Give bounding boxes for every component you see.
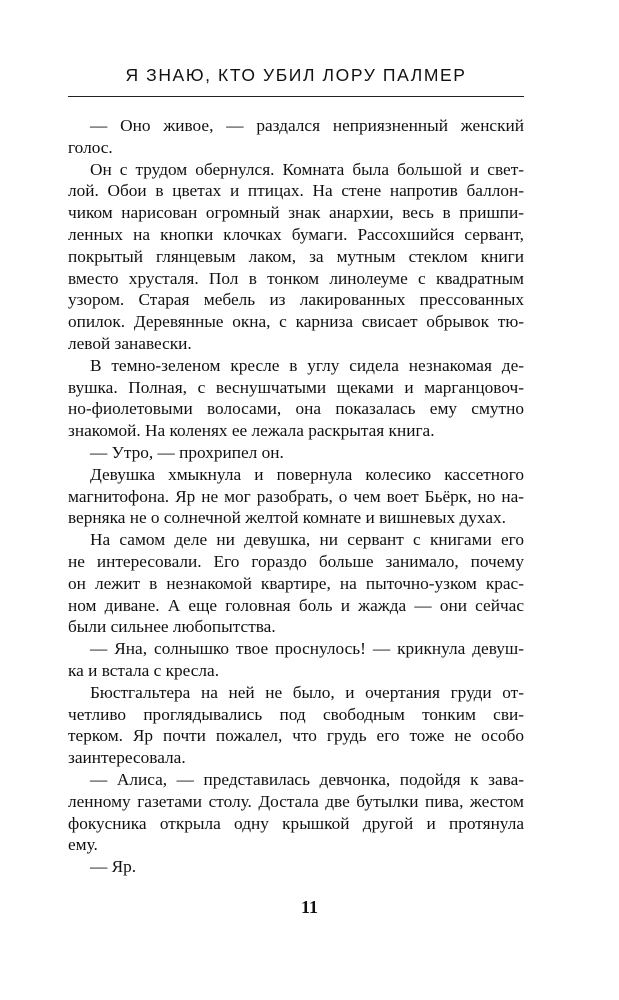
text-line: заинтересовала. [68, 748, 186, 768]
body-text [68, 115, 524, 878]
page-number: 11 [300, 897, 318, 917]
running-head: Я ЗНАЮ, КТО УБИЛ ЛОРУ ПАЛМЕР [125, 65, 467, 85]
text-line: покрытый глянцевым лаком, за мутным стеклом книги [68, 246, 524, 266]
text-line: узором. Старая мебель из лакированных прессованных [68, 290, 524, 310]
text-line: он лежит в незнакомой квартире, на пыточно-узком крас- [68, 573, 524, 593]
text-line: но-фиолетовыми волосами, она показалась ему смутно [68, 399, 524, 419]
text-line: вушка. Полная, с веснушчатыми щеками и марганцовоч- [68, 377, 524, 397]
text-line: левой занавески. [68, 333, 192, 353]
text-line: — Яна, солнышко твое проснулось! — крикнула девуш- [90, 639, 524, 659]
text-line: ленному газетами столу. Достала две бутылки пива, жестом [68, 791, 524, 811]
text-line: Девушка хмыкнула и повернула колесико кассетного [90, 464, 524, 484]
text-line: верняка не о солнечной желтой комнате и вишневых духах. [68, 508, 506, 528]
text-line: вместо хрусталя. Пол в тонком линолеуме с квадратным [68, 268, 524, 288]
header-rule [68, 96, 524, 97]
text-line: — Утро, — прохрипел он. [90, 442, 284, 462]
text-line: — Яр. [90, 857, 137, 877]
text-line: знакомой. На коленях ее лежала раскрытая книга. [68, 421, 435, 441]
text-line: ка и встала с кресла. [68, 660, 220, 680]
text-line: терком. Яр почти пожалел, что грудь его тоже не особо [68, 726, 524, 746]
text-line: чиком нарисован огромный знак анархии, весь в пришпи- [68, 203, 524, 223]
text-line: На самом деле ни девушка, ни сервант с книгами его [90, 530, 524, 550]
text-line: не интересовали. Его гораздо больше занимало, почему [68, 551, 524, 571]
text-line: лой. Обои в цветах и птицах. На стене напротив баллон- [68, 181, 524, 201]
text-line: опилок. Деревянные окна, с карниза свисает обрывок тю- [68, 312, 524, 332]
text-line: В темно-зеленом кресле в углу сидела незнакомая де- [90, 355, 524, 375]
text-line: фокусника открыла одну крышкой другой и протянула [68, 813, 524, 833]
text-line: ном диване. А еще головная боль и жажда — они сейчас [68, 595, 524, 615]
text-line: Он с трудом обернулся. Комната была большой и свет- [90, 159, 524, 179]
text-line: магнитофона. Яр не мог разобрать, о чем воет Бьёрк, но на- [68, 486, 524, 506]
text-line: Бюстгальтера на ней не было, и очертания груди от- [90, 682, 524, 702]
text-line: голос. [68, 137, 113, 157]
text-line: — Оно живое, — раздался неприязненный женский [90, 116, 524, 135]
text-line: четливо проглядывались под свободным тонким сви- [68, 704, 524, 724]
text-line: — Алиса, — представилась девчонка, подойдя к зава- [90, 769, 524, 789]
text-line: ленных на кнопки клочках бумаги. Рассохшийся сервант, [68, 224, 524, 244]
text-line: были сильнее любопытства. [68, 617, 276, 637]
text-line: ему. [68, 835, 98, 855]
